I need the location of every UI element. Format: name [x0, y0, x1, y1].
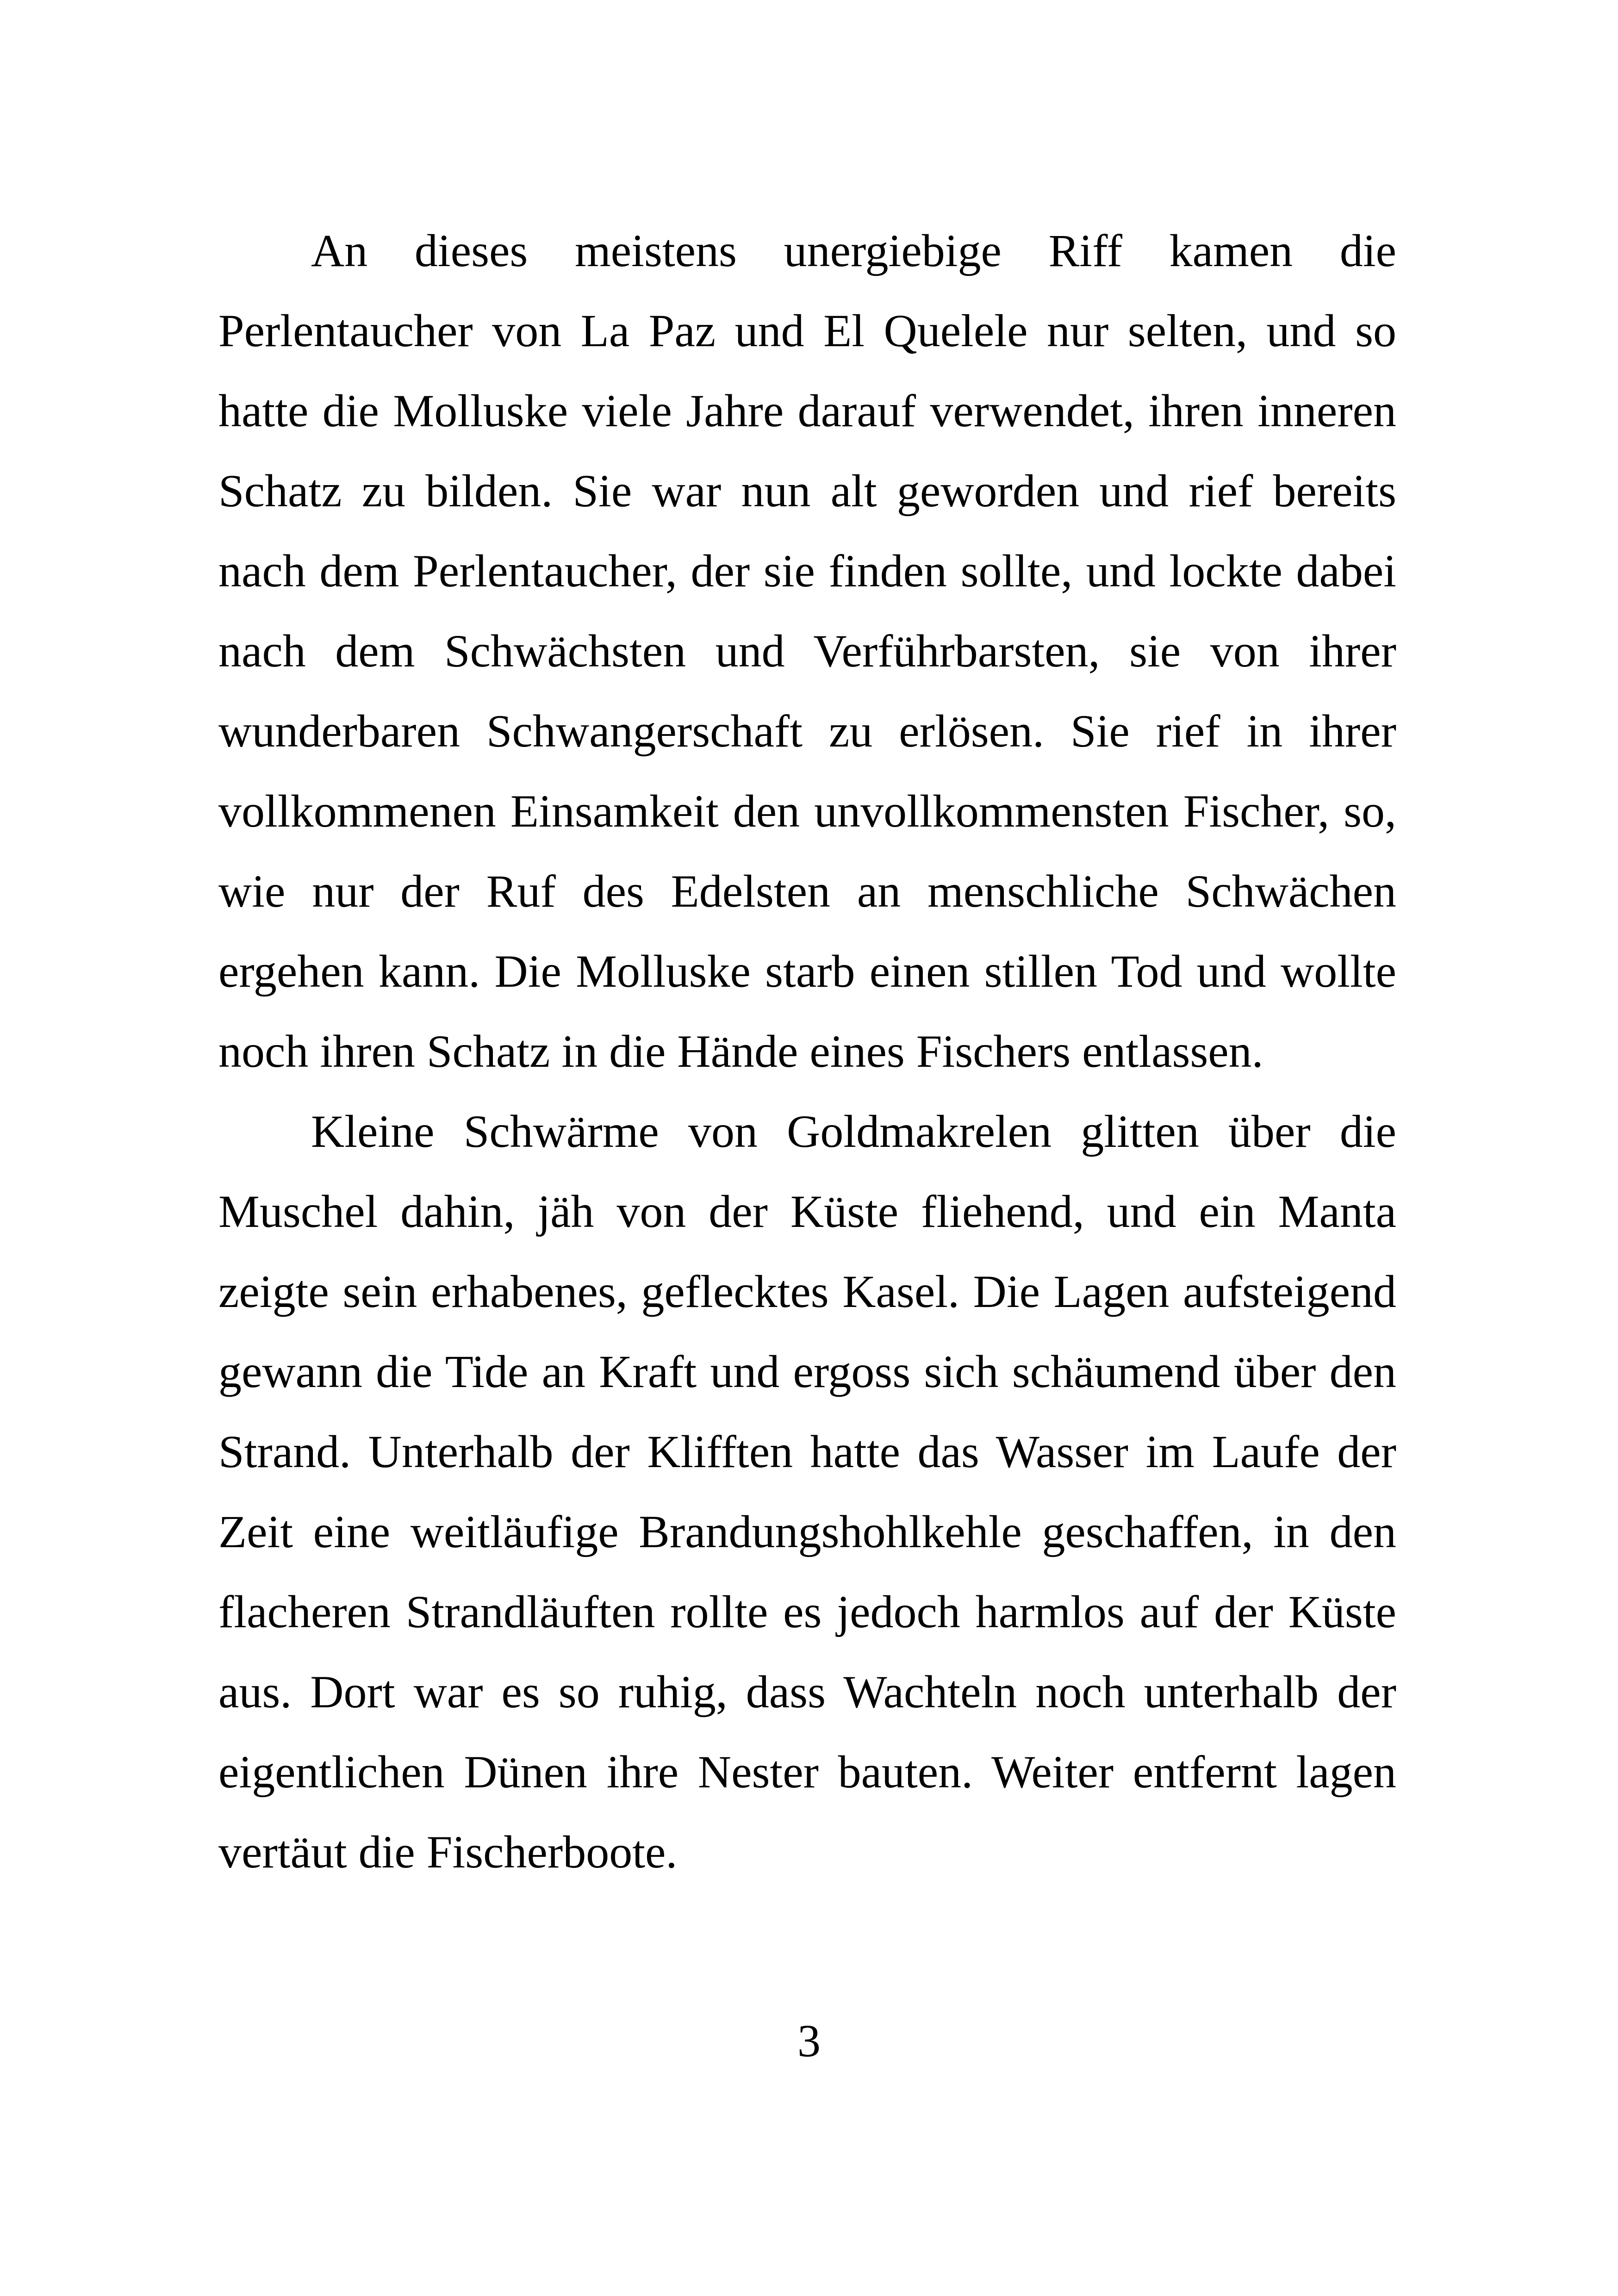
- paragraph-1: An dieses meistens unergiebige Riff kamen die Perlentaucher von La Paz und El Quelele nur selten, und so hatte die Molluske viele Jahre darauf verwendet, ihren inneren Schatz zu bilden. Sie war nun alt geworden und rief bereits nach dem Perlentaucher, der sie finden sollte, und lockte dabei nach dem Schwächsten und Verführbarsten, sie von ihrer wunderbaren Schwangerschaft zu erlösen. Sie rief in ihrer vollkommenen Einsamkeit den unvollkommensten Fischer, so, wie nur der Ruf des Edelsten an menschliche Schwächen ergehen kann. Die Molluske starb einen stillen Tod und wollte noch ihren Schatz in die Hände eines Fischers entlassen.: [218, 225, 1396, 1077]
- body-text: [218, 211, 1396, 1892]
- paragraph-2: Kleine Schwärme von Goldmakrelen glitten über die Muschel dahin, jäh von der Küste fliehend, und ein Manta zeigte sein erhabenes, geflecktes Kasel. Die Lagen aufsteigend gewann die Tide an Kraft und ergoss sich schäumend über den Strand. Unterhalb der Klifften hatte das Wasser im Laufe der Zeit eine weitläufige Brandungshohlkehle geschaffen, in den flacheren Strandläuften rollte es jedoch harmlos auf der Küste aus. Dort war es so ruhig, dass Wachteln noch unterhalb der eigentlichen Dünen ihre Nester bauten. Weiter entfernt lagen vertäut die Fischerboote.: [218, 1106, 1396, 1878]
- page-number: 3: [797, 2015, 821, 2066]
